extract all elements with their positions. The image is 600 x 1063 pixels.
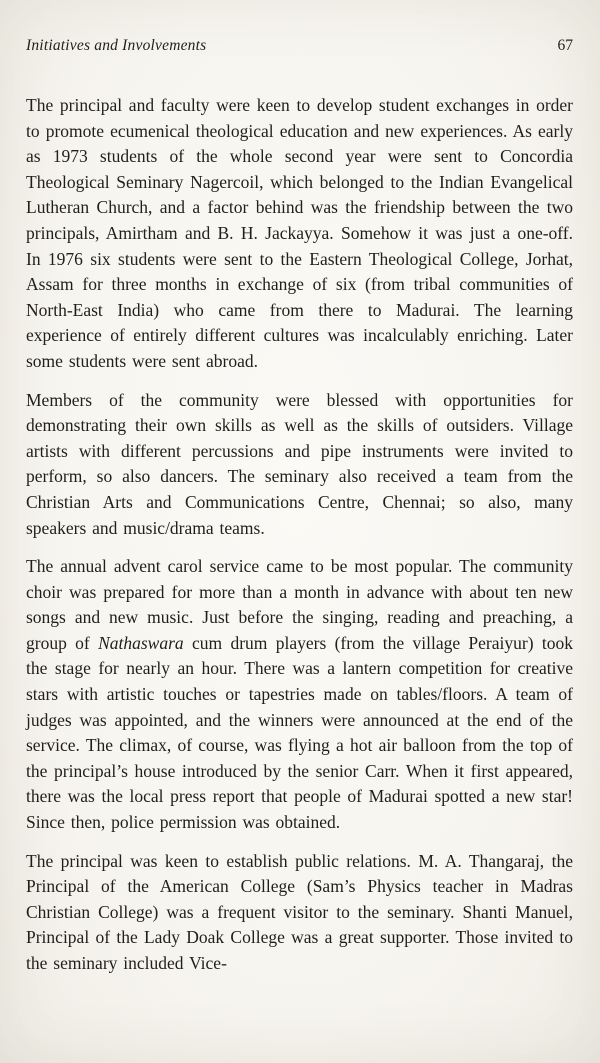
- page-body: [0, 56, 600, 977]
- paragraph: [26, 388, 573, 542]
- text-segment: cum drum players (from the village Peraiyur) took the stage for nearly an hour. There was a lantern competition for creative stars with artistic touches or tapestries made on tables/floors. A team of judges was appointed, and the winners were announced at the end of the service. The climax, of course, was flying a hot air balloon from the top of the principal’s house introduced by the senior Carr. When it first appeared, there was the local press report that people of Madurai spotted a new star! Since then, police permission was obtained.: [26, 632, 573, 833]
- text-segment: The principal and faculty were keen to develop student exchanges in order to promote ecumenical theological education and new experiences. As early as 1973 students of the whole second year were sent to Concordia Theological Seminary Nagercoil, which belonged to the Indian Evangelical Lutheran Church, and a factor behind was the friendship between the two principals, Amirtham and B. H. Jackayya. Somehow it was just a one-off. In 1976 six students were sent to the Eastern Theological College, Jorhat, Assam for three months in exchange of six (from tribal communities of North-East India) who came from there to Madurai. The learning experience of entirely different cultures was incalculably enriching. Later some students were sent abroad.: [26, 95, 573, 371]
- italic-text-segment: Nathaswara: [98, 632, 184, 653]
- paragraph: [26, 93, 573, 375]
- paragraph: [26, 554, 573, 836]
- paragraph: [26, 849, 573, 977]
- text-segment: Members of the community were blessed with opportunities for demonstrating their own skills as well as the skills of outsiders. Village artists with different percussions and pipe instruments were invited to perform, so also dancers. The seminary also received a team from the Christian Arts and Communications Centre, Chennai; so also, many speakers and music/drama teams.: [26, 389, 573, 538]
- text-segment: The principal was keen to establish public relations. M. A. Thangaraj, the Principal of the American College (Sam’s Physics teacher in Madras Christian College) was a frequent visitor to the seminary. Shanti Manuel, Principal of the Lady Doak College was a great supporter. Those invited to the seminary included Vice-: [26, 850, 573, 973]
- page-number: 67: [557, 37, 573, 54]
- text-segment: The annual advent carol service came to be most popular. The community choir was prepared for more than a month in advance with about ten new songs and new music. Just before the singing, reading and preaching, a group of: [26, 556, 573, 653]
- running-head: [0, 0, 600, 56]
- running-title: Initiatives and Involvements: [26, 37, 207, 54]
